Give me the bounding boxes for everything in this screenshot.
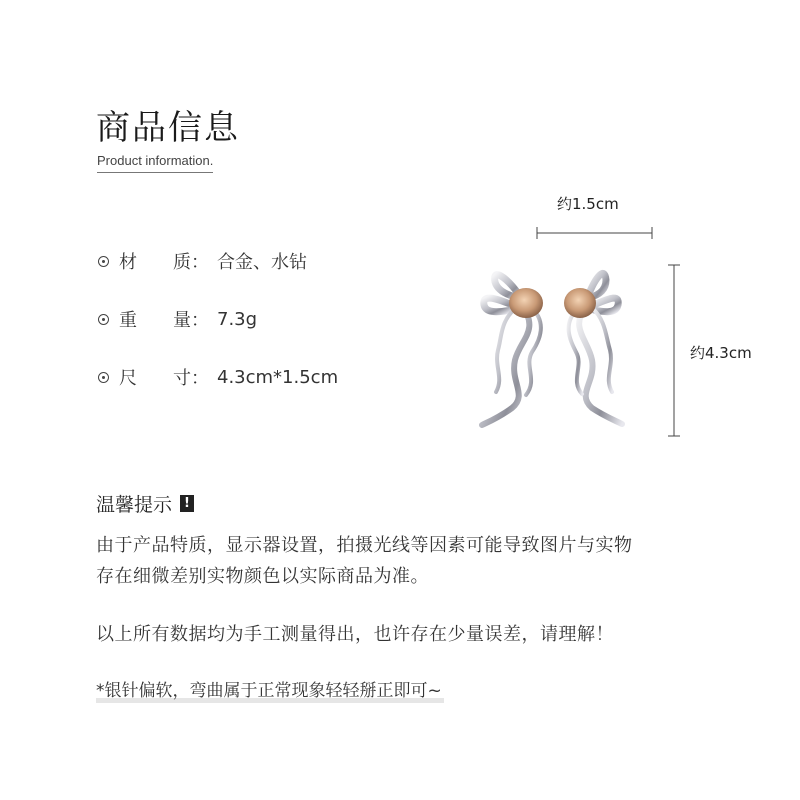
spec-colon: ： [191, 368, 209, 389]
earring-right [569, 273, 622, 424]
spec-key-char: 尺 [119, 368, 137, 389]
bullet-icon [98, 314, 109, 325]
crystal-right [564, 288, 596, 318]
notice-line-1: 由于产品特质，显示器设置，拍摄光线等因素可能导致图片与实物 [96, 535, 633, 556]
bullet-icon [98, 256, 109, 267]
exclamation-icon: ! [180, 495, 194, 512]
width-label: 约1.5cm [557, 195, 619, 213]
notice-title: 温馨提示 [96, 494, 173, 516]
spec-value: 合金、水钻 [217, 252, 307, 273]
spec-colon: ： [191, 252, 209, 273]
page-title: 商品信息 [96, 108, 240, 148]
page-subtitle: Product information. [97, 153, 213, 173]
spec-key-char: 寸 [173, 368, 191, 389]
spec-key-char: 质 [173, 252, 191, 273]
spec-material [98, 248, 307, 274]
notice-note: *银针偏软，弯曲属于正常现象轻轻掰正即可~ [96, 681, 442, 701]
height-label: 约4.3cm [690, 344, 752, 362]
notice-line-2: 存在细微差别实物颜色以实际商品为准。 [96, 566, 429, 587]
spec-key-char: 材 [119, 252, 137, 273]
notice-heading [96, 490, 194, 517]
spec-value: 7.3g [217, 308, 258, 330]
spec-size [98, 364, 338, 390]
crystal-left [509, 288, 543, 318]
spec-weight [98, 306, 257, 332]
earring-left [482, 275, 541, 425]
height-dimension-line [668, 265, 680, 436]
spec-key-char: 重 [119, 310, 137, 331]
notice-line-3: 以上所有数据均为手工测量得出，也许存在少量误差，请理解！ [96, 624, 614, 645]
bullet-icon [98, 372, 109, 383]
spec-value: 4.3cm*1.5cm [217, 366, 339, 388]
width-dimension-line [537, 227, 652, 239]
spec-key-char: 量 [173, 310, 191, 331]
spec-colon: ： [191, 310, 209, 331]
